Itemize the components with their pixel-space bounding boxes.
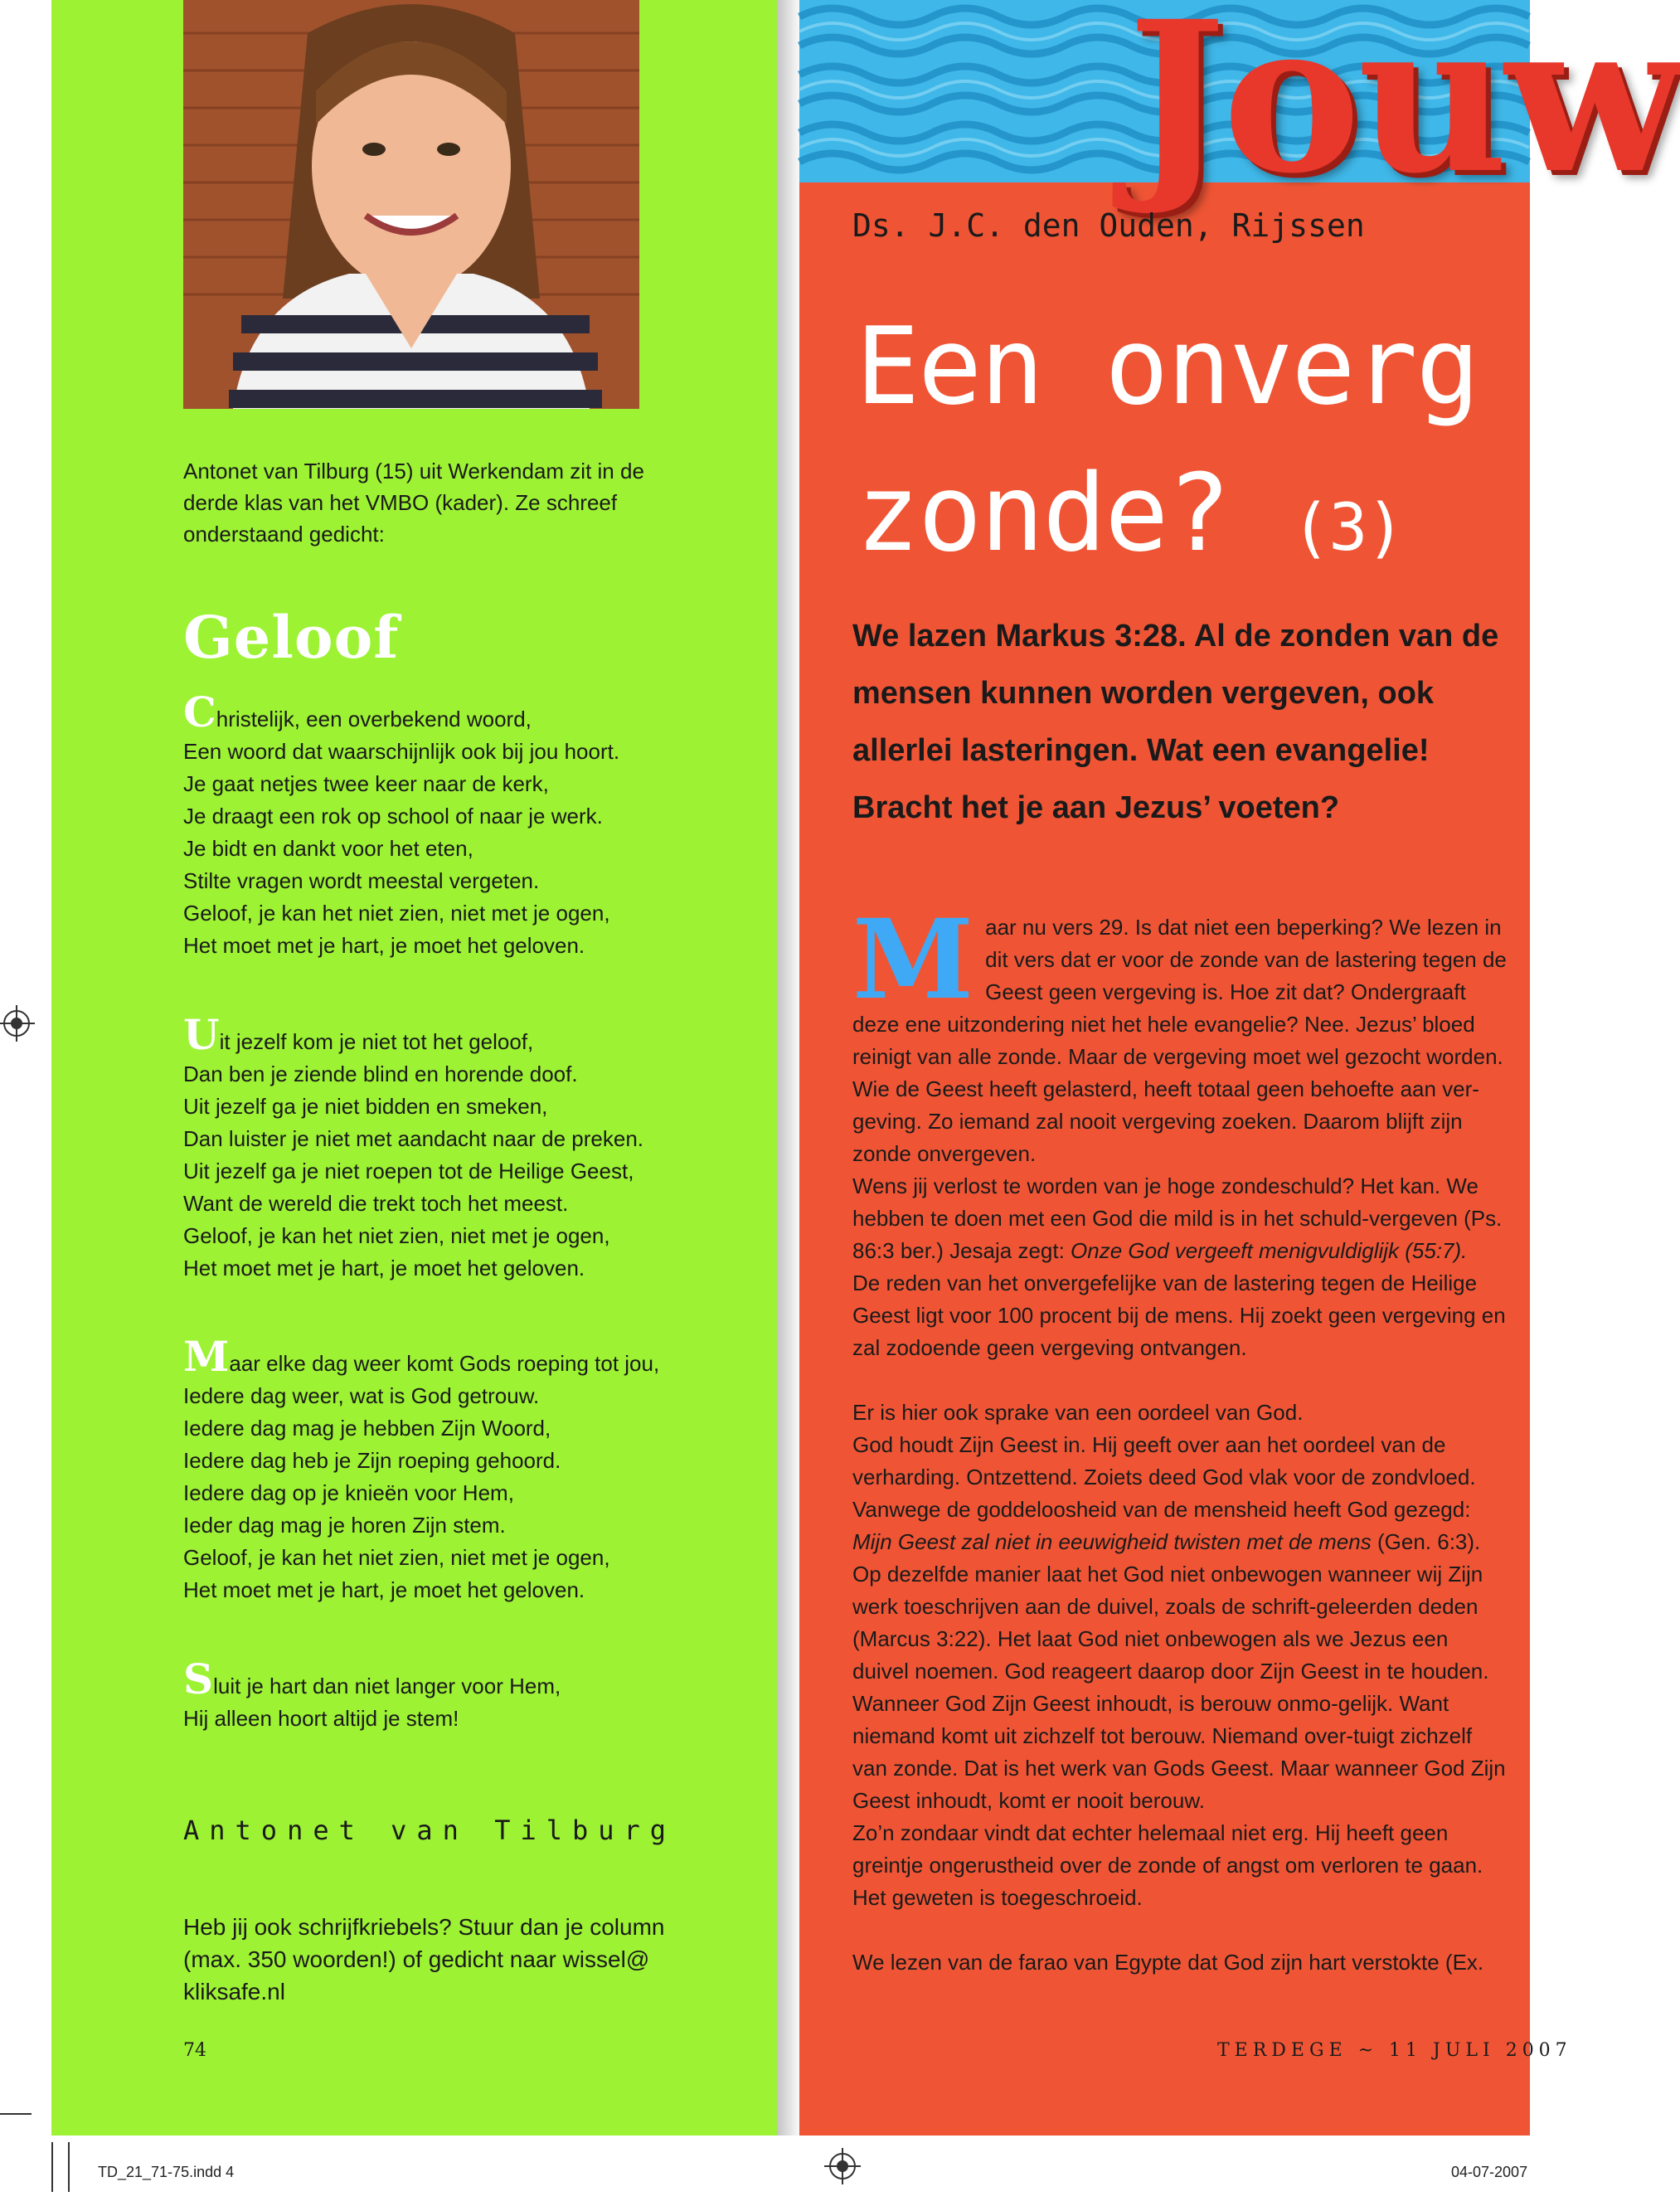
submission-call: Heb jij ook schrijfkriebels? Stuur dan je column (max. 350 woorden!) of gedicht naar wissel@ kliksafe.nl <box>183 1914 665 2004</box>
scripture-quote: Onze God vergeeft menigvuldiglijk (55:7). <box>1071 1238 1468 1263</box>
stanza-initial: U <box>183 1010 220 1059</box>
poem-line: Het moet met je hart, je moet het geloven. <box>183 933 585 958</box>
poem-line: Je bidt en dankt voor het eten, <box>183 836 473 861</box>
poem-line: Iedere dag op je knieën voor Hem, <box>183 1480 514 1505</box>
poem-author: Antonet van Tilburg <box>183 1815 677 1846</box>
article-paragraph: Er is hier ook sprake van een oordeel van God. <box>852 1400 1304 1425</box>
poem-line: Een woord dat waarschijnlijk ook bij jou hoort. <box>183 739 620 764</box>
stanza-first-line: Sluit je hart dan niet langer voor Hem, <box>183 1654 561 1703</box>
stanza-initial: M <box>183 1332 230 1381</box>
article-paragraph: Wens jij verlost te worden van je hoge zondeschuld? Het kan. We hebben te doen met een God die mild is in het schuld-vergeven (Ps. 86:3 ber.) Jesaja zegt: Onze God vergeeft menigvuldiglijk (55:7). <box>852 1173 1503 1263</box>
poem-line: Dan luister je niet met aandacht naar de preken. <box>183 1126 644 1151</box>
poem-line: Uit jezelf ga je niet roepen tot de Heilige Geest, <box>183 1159 634 1183</box>
slug-date: 04-07-2007 <box>1451 2164 1528 2180</box>
poem-line: Je draagt een rok op school of naar je werk. <box>183 804 603 828</box>
poem-stanza-4 <box>183 1654 764 1735</box>
poem-stanza-3 <box>183 1332 764 1606</box>
article-paragraph: God houdt Zijn Geest in. Hij geeft over aan het oordeel van de verharding. Ontzettend. Zoiets deed God vlak voor de zondvloed. Vanwege de goddeloosheid van de mensheid heeft God gezegd: Mijn Geest zal niet in eeuwigheid twisten met de mens (Gen. 6:3). Op dezelfde manier laat het God niet onbewogen wanneer wij Zijn werk toeschrijven aan de duivel, zoals de schrift-geleerden deden (Marcus 3:22). Het laat God niet onbewogen als we Jezus een duivel noemen. God reageert daarop door Zijn Geest in te houden. Wanneer God Zijn Geest inhoudt, is berouw onmo-gelijk. Want niemand komt uit zichzelf tot berouw. Niemand over-tuigt zichzelf van zonde. Dat is het werk van Gods Geest. Maar wanneer God Zijn Geest inhoudt, komt er nooit berouw. <box>852 1432 1506 1813</box>
article-lead: We lazen Markus 3:28. Al de zonden van de mensen kunnen worden vergeven, ook allerlei lasteringen. Wat een evangelie! Bracht het je aan Jezus’ voeten? <box>852 619 1499 825</box>
poem-line: Stilte vragen wordt meestal vergeten. <box>183 868 540 893</box>
poem-line: Geloof, je kan het niet zien, niet met je ogen, <box>183 1545 610 1570</box>
stanza-initial: S <box>183 1654 214 1703</box>
poem-line: Hij alleen hoort altijd je stem! <box>183 1706 459 1731</box>
scripture-quote: Mijn Geest zal niet in eeuwigheid twisten met de mens <box>852 1529 1372 1554</box>
section-header-word: Jouw <box>1128 0 1680 219</box>
registration-mark-icon <box>829 2153 856 2179</box>
magazine-footer: TERDEGE ~ 11 JULI 2007 <box>1217 2040 1572 2061</box>
article-dropcap: M <box>852 896 974 1024</box>
poem-title: Geloof <box>183 603 400 672</box>
poem-line: Ieder dag mag je horen Zijn stem. <box>183 1513 506 1538</box>
poem-line: Geloof, je kan het niet zien, niet met je ogen, <box>183 1223 610 1248</box>
page-number: 74 <box>183 2040 206 2061</box>
intro-text: Antonet van Tilburg (15) uit Werkendam zit in de derde klas van het VMBO (kader). Ze schreef onderstaand gedicht: <box>183 459 644 547</box>
headline-part-number: (3) <box>1291 491 1404 566</box>
poem-line: Iedere dag heb je Zijn roeping gehoord. <box>183 1448 561 1473</box>
article-paragraph: Maar nu vers 29. Is dat niet een beperking? We lezen in dit vers dat er voor de zonde van de lastering tegen de Geest geen vergeving is. Hoe zit dat? Ondergraaft deze ene uitzondering niet het hele evangelie? Nee. Jezus’ bloed reinigt van alle zonde. Maar de vergeving moet wel gezocht worden. Wie de Geest heeft gelasterd, heeft totaal geen behoefte aan ver-geving. Zo iemand zal nooit vergeving zoeken. Daarom blijft zijn zonde onvergeven. <box>852 896 1507 1166</box>
article-byline: Ds. J.C. den Ouden, Rijssen <box>852 207 1365 244</box>
poem-line: Iedere dag weer, wat is God getrouw. <box>183 1383 540 1408</box>
article-paragraph: Zo’n zondaar vindt dat echter helemaal niet erg. Hij heeft geen greintje ongerustheid over de zonde of angst om verloren te gaan. Het geweten is toegeschroeid. <box>852 1820 1483 1910</box>
registration-mark-icon <box>3 1010 30 1037</box>
poem-line: Je gaat netjes twee keer naar de kerk, <box>183 771 549 796</box>
article-paragraph: We lezen van de farao van Egypte dat God zijn hart verstokte (Ex. <box>852 1950 1484 1975</box>
article-headline-line-2: zonde? (3) <box>856 452 1404 576</box>
poem-line: Dan ben je ziende blind en horende doof. <box>183 1062 578 1086</box>
crop-mark <box>51 2142 53 2192</box>
poem-line: Het moet met je hart, je moet het geloven. <box>183 1256 585 1280</box>
stanza-first-line: Christelijk, een overbekend woord, <box>183 688 532 736</box>
article-headline-line-1: Een onverg <box>856 305 1478 429</box>
stanza-initial: C <box>183 688 216 736</box>
poem-line: Iedere dag mag je hebben Zijn Woord, <box>183 1416 551 1441</box>
article-paragraph: De reden van het onvergefelijke van de lastering tegen de Heilige Geest ligt voor 100 procent bij de mens. Hij zoekt geen vergeving en zal zodoende geen vergeving ontvangen. <box>852 1271 1506 1360</box>
poem-stanza-2 <box>183 1010 764 1285</box>
stanza-first-line: Uit jezelf kom je niet tot het geloof, <box>183 1010 534 1059</box>
article-body <box>852 896 1508 1979</box>
portrait-photo <box>183 0 639 409</box>
poem-stanza-1 <box>183 688 764 962</box>
poem-line: Het moet met je hart, je moet het geloven. <box>183 1577 585 1602</box>
poem-line: Want de wereld die trekt toch het meest. <box>183 1191 569 1216</box>
page-gutter <box>777 0 802 2136</box>
crop-mark <box>0 2113 32 2115</box>
stanza-first-line: Maar elke dag weer komt Gods roeping tot jou, <box>183 1332 660 1381</box>
slug-filename: TD_21_71-75.indd 4 <box>98 2164 235 2180</box>
poem-line: Uit jezelf ga je niet bidden en smeken, <box>183 1094 548 1119</box>
crop-mark <box>68 2142 70 2192</box>
poem-line: Geloof, je kan het niet zien, niet met je ogen, <box>183 901 610 926</box>
